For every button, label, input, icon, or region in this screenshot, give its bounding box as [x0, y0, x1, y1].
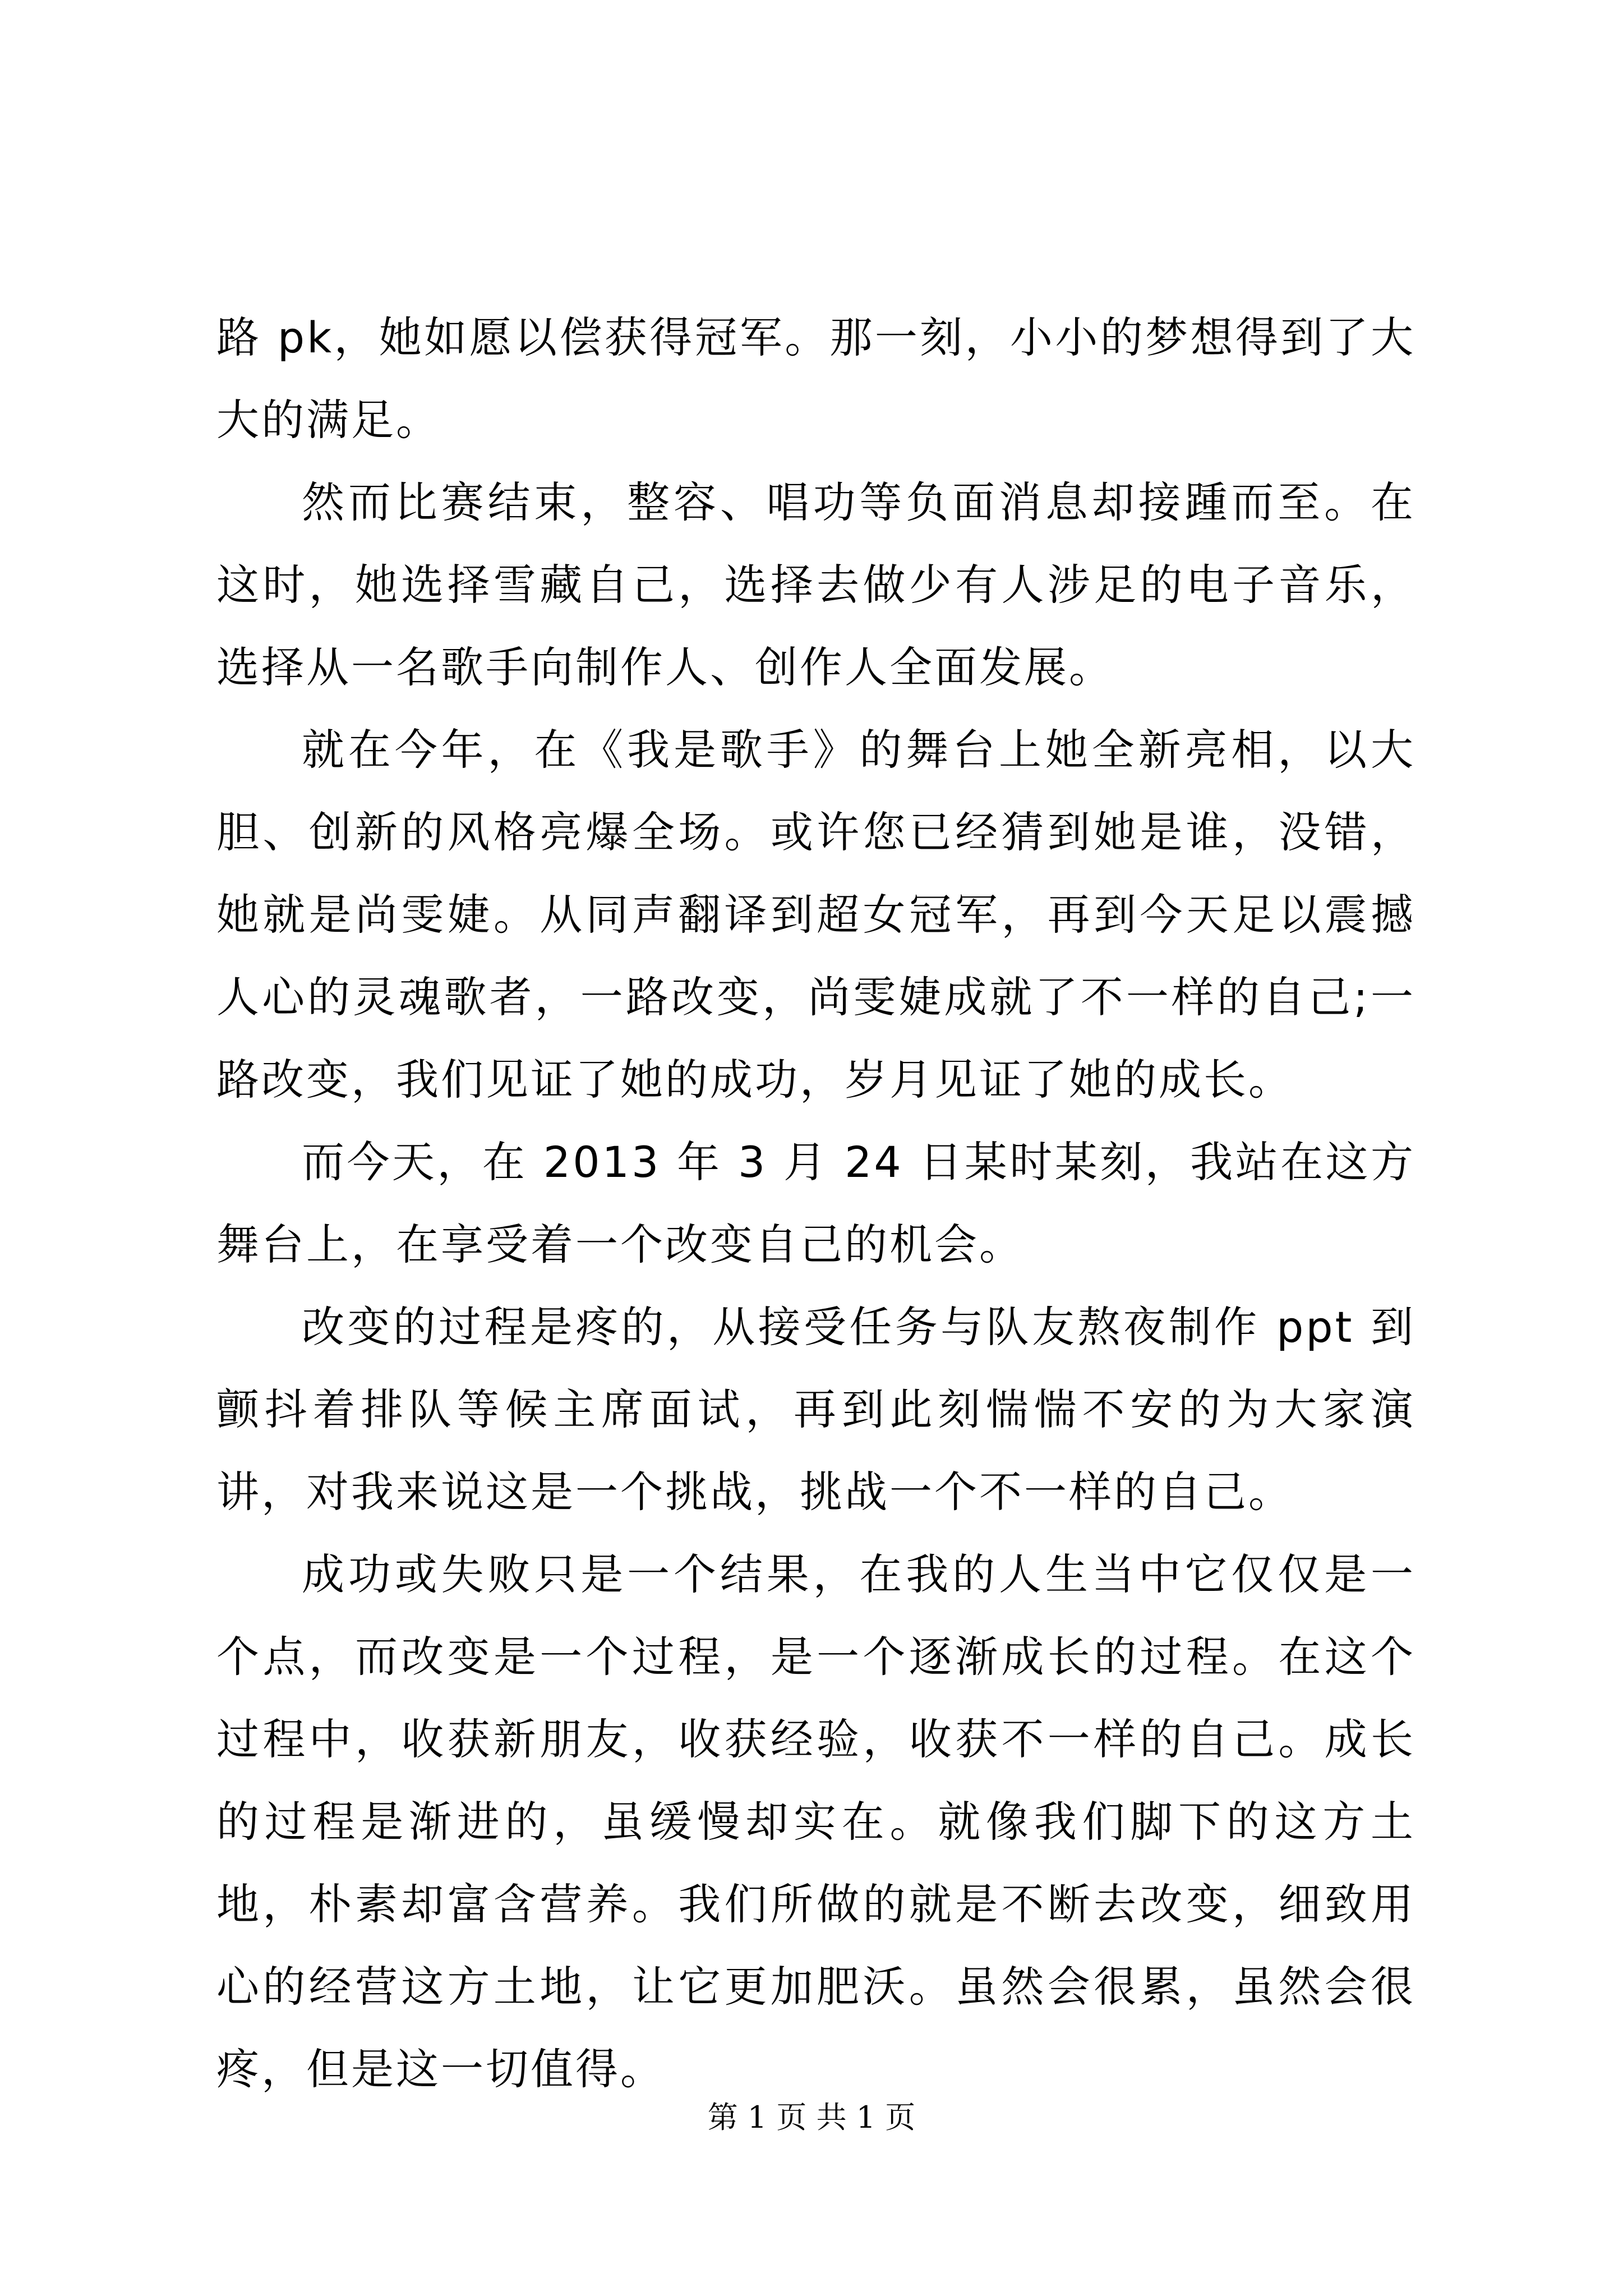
paragraph: 成功或失败只是一个结果，在我的人生当中它仅仅是一个点，而改变是一个过程，是一个逐渐成长的过程。在这个过程中，收获新朋友，收获经验，收获不一样的自己。成长的过程是渐进的，虽缓慢却实在。就像我们脚下的这方土地，朴素却富含营养。我们所做的就是不断去改变，细致用心的经营这方土地，让它更加肥沃。虽然会很累，虽然会很疼，但是这一切值得。: [216, 1549, 1415, 2094]
document-body: [216, 296, 1415, 2110]
paragraph: 改变的过程是疼的，从接受任务与队友熬夜制作 ppt 到颤抖着排队等候主席面试，再到此刻惴惴不安的为大家演讲，对我来说这是一个挑战，挑战一个不一样的自己。: [216, 1302, 1415, 1517]
paragraph: 而今天，在 2013 年 3 月 24 日某时某刻，我站在这方舞台上，在享受着一个改变自己的机会。: [216, 1137, 1415, 1269]
page-footer: 第 1 页 共 1 页: [707, 2100, 916, 2135]
paragraph: 路 pk，她如愿以偿获得冠军。那一刻，小小的梦想得到了大大的满足。: [216, 312, 1415, 445]
paragraph: 然而比赛结束，整容、唱功等负面消息却接踵而至。在这时，她选择雪藏自己，选择去做少有人涉足的电子音乐，选择从一名歌手向制作人、创作人全面发展。: [216, 477, 1415, 692]
paragraph: 就在今年，在《我是歌手》的舞台上她全新亮相，以大胆、创新的风格亮爆全场。或许您已经猜到她是谁，没错，她就是尚雯婕。从同声翻译到超女冠军，再到今天足以震撼人心的灵魂歌者，一路改变，尚雯婕成就了不一样的自己;一路改变，我们见证了她的成功，岁月见证了她的成长。: [216, 725, 1415, 1105]
